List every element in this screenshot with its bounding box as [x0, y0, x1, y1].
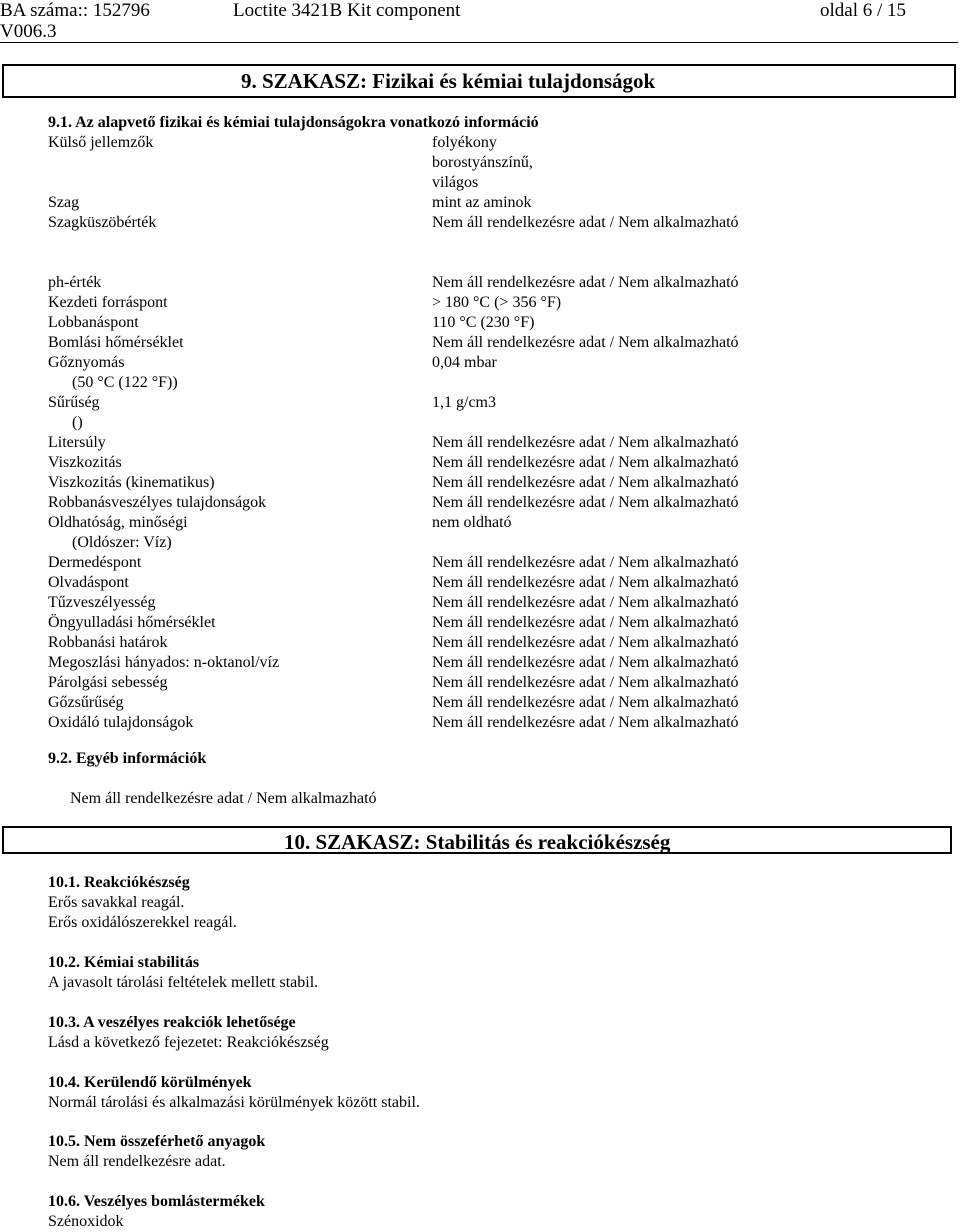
property-label: Litersúly: [48, 434, 106, 451]
subsection-9-1-heading: 9.1. Az alapvető fizikai és kémiai tulajdonságokra vonatkozó információ: [48, 114, 539, 131]
section-9-title: 9. SZAKASZ: Fizikai és kémiai tulajdonságok: [241, 69, 656, 93]
property-value: Nem áll rendelkezésre adat / Nem alkalmazható: [432, 594, 739, 611]
property-label: Öngyulladási hőmérséklet: [48, 614, 216, 631]
property-value: Nem áll rendelkezésre adat / Nem alkalmazható: [432, 694, 739, 711]
property-label: Oldhatóság, minőségi: [48, 514, 188, 531]
property-value: Nem áll rendelkezésre adat / Nem alkalmazható: [432, 474, 739, 491]
property-label: (): [72, 414, 83, 431]
product-name: Loctite 3421B Kit component: [233, 0, 461, 21]
property-label: Tűzveszélyesség: [48, 594, 156, 611]
property-value: világos: [432, 174, 479, 191]
property-label: Szagküszöbérték: [48, 214, 157, 231]
subsection-heading: 10.4. Kerülendő körülmények: [48, 1074, 252, 1091]
property-label: (50 °C (122 °F)): [72, 374, 178, 391]
property-label: Sűrűség: [48, 394, 100, 411]
property-value: Nem áll rendelkezésre adat / Nem alkalmazható: [432, 214, 739, 231]
section-10-header: [2, 826, 952, 854]
subsection-text: Erős savakkal reagál.: [48, 894, 185, 911]
property-value: Nem áll rendelkezésre adat / Nem alkalmazható: [432, 574, 739, 591]
subsection-heading: 10.3. A veszélyes reakciók lehetősége: [48, 1014, 296, 1031]
property-label: Viszkozitás (kinematikus): [48, 474, 215, 491]
subsection-text: Lásd a következő fejezetet: Reakciókészség: [48, 1034, 329, 1051]
property-value: Nem áll rendelkezésre adat / Nem alkalmazható: [432, 434, 739, 451]
property-value: Nem áll rendelkezésre adat / Nem alkalmazható: [432, 674, 739, 691]
property-label: Robbanási határok: [48, 634, 168, 651]
property-label: (Oldószer: Víz): [72, 534, 172, 551]
section-9-header: [2, 64, 956, 98]
subsection-heading: 10.6. Veszélyes bomlástermékek: [48, 1193, 265, 1210]
property-label: Megoszlási hányados: n-oktanol/víz: [48, 654, 280, 671]
property-label: Gőzsűrűség: [48, 694, 124, 711]
property-value: Nem áll rendelkezésre adat / Nem alkalmazható: [432, 634, 739, 651]
subsection-text: Nem áll rendelkezésre adat.: [48, 1153, 226, 1170]
property-label: Kezdeti forráspont: [48, 294, 168, 311]
property-value: Nem áll rendelkezésre adat / Nem alkalmazható: [432, 614, 739, 631]
property-value: nem oldható: [432, 514, 512, 531]
property-value: 0,04 mbar: [432, 354, 497, 371]
property-label: Külső jellemzők: [48, 134, 154, 151]
property-value: Nem áll rendelkezésre adat / Nem alkalmazható: [432, 714, 739, 731]
property-value: 110 °C (230 °F): [432, 314, 535, 331]
property-label: Viszkozitás: [48, 454, 122, 471]
property-value: mint az aminok: [432, 194, 532, 211]
version: V006.3: [0, 21, 57, 42]
property-value: 1,1 g/cm3: [432, 394, 496, 411]
property-label: Lobbanáspont: [48, 314, 139, 331]
property-label: Robbanásveszélyes tulajdonságok: [48, 494, 267, 511]
property-value: folyékony: [432, 134, 497, 151]
subsection-9-2-heading: 9.2. Egyéb információk: [48, 750, 207, 767]
subsection-heading: 10.1. Reakciókészség: [48, 874, 190, 891]
property-value: Nem áll rendelkezésre adat / Nem alkalmazható: [432, 494, 739, 511]
section-10-title: 10. SZAKASZ: Stabilitás és reakciókészség: [284, 830, 671, 854]
page-number: oldal 6 / 15: [820, 0, 907, 21]
property-label: Szag: [48, 194, 80, 211]
property-value: > 180 °C (> 356 °F): [432, 294, 562, 311]
property-value: Nem áll rendelkezésre adat / Nem alkalmazható: [432, 454, 739, 471]
property-value: borostyánszínű,: [432, 154, 533, 171]
property-label: Oxidáló tulajdonságok: [48, 714, 194, 731]
property-label: Gőznyomás: [48, 354, 125, 371]
subsection-text: Normál tárolási és alkalmazási körülmények között stabil.: [48, 1094, 420, 1111]
property-value: Nem áll rendelkezésre adat / Nem alkalmazható: [432, 554, 739, 571]
subsection-heading: 10.2. Kémiai stabilitás: [48, 954, 200, 971]
subsection-heading: 10.5. Nem összeférhető anyagok: [48, 1133, 266, 1150]
property-label: Párolgási sebesség: [48, 674, 168, 691]
property-label: Olvadáspont: [48, 574, 129, 591]
subsection-text: Erős oxidálószerekkel reagál.: [48, 914, 237, 931]
property-label: Dermedéspont: [48, 554, 142, 571]
subsection-text: Szénoxidok: [48, 1213, 124, 1230]
header-divider: [0, 42, 958, 43]
property-label: ph-érték: [48, 274, 102, 291]
subsection-text: A javasolt tárolási feltételek mellett stabil.: [48, 974, 319, 991]
property-value: Nem áll rendelkezésre adat / Nem alkalmazható: [432, 274, 739, 291]
property-value: Nem áll rendelkezésre adat / Nem alkalmazható: [432, 654, 739, 671]
property-label: Bomlási hőmérséklet: [48, 334, 184, 351]
document-number: BA száma:: 152796: [0, 0, 150, 21]
property-value: Nem áll rendelkezésre adat / Nem alkalmazható: [432, 334, 739, 351]
other-info-text: Nem áll rendelkezésre adat / Nem alkalmazható: [70, 790, 377, 807]
